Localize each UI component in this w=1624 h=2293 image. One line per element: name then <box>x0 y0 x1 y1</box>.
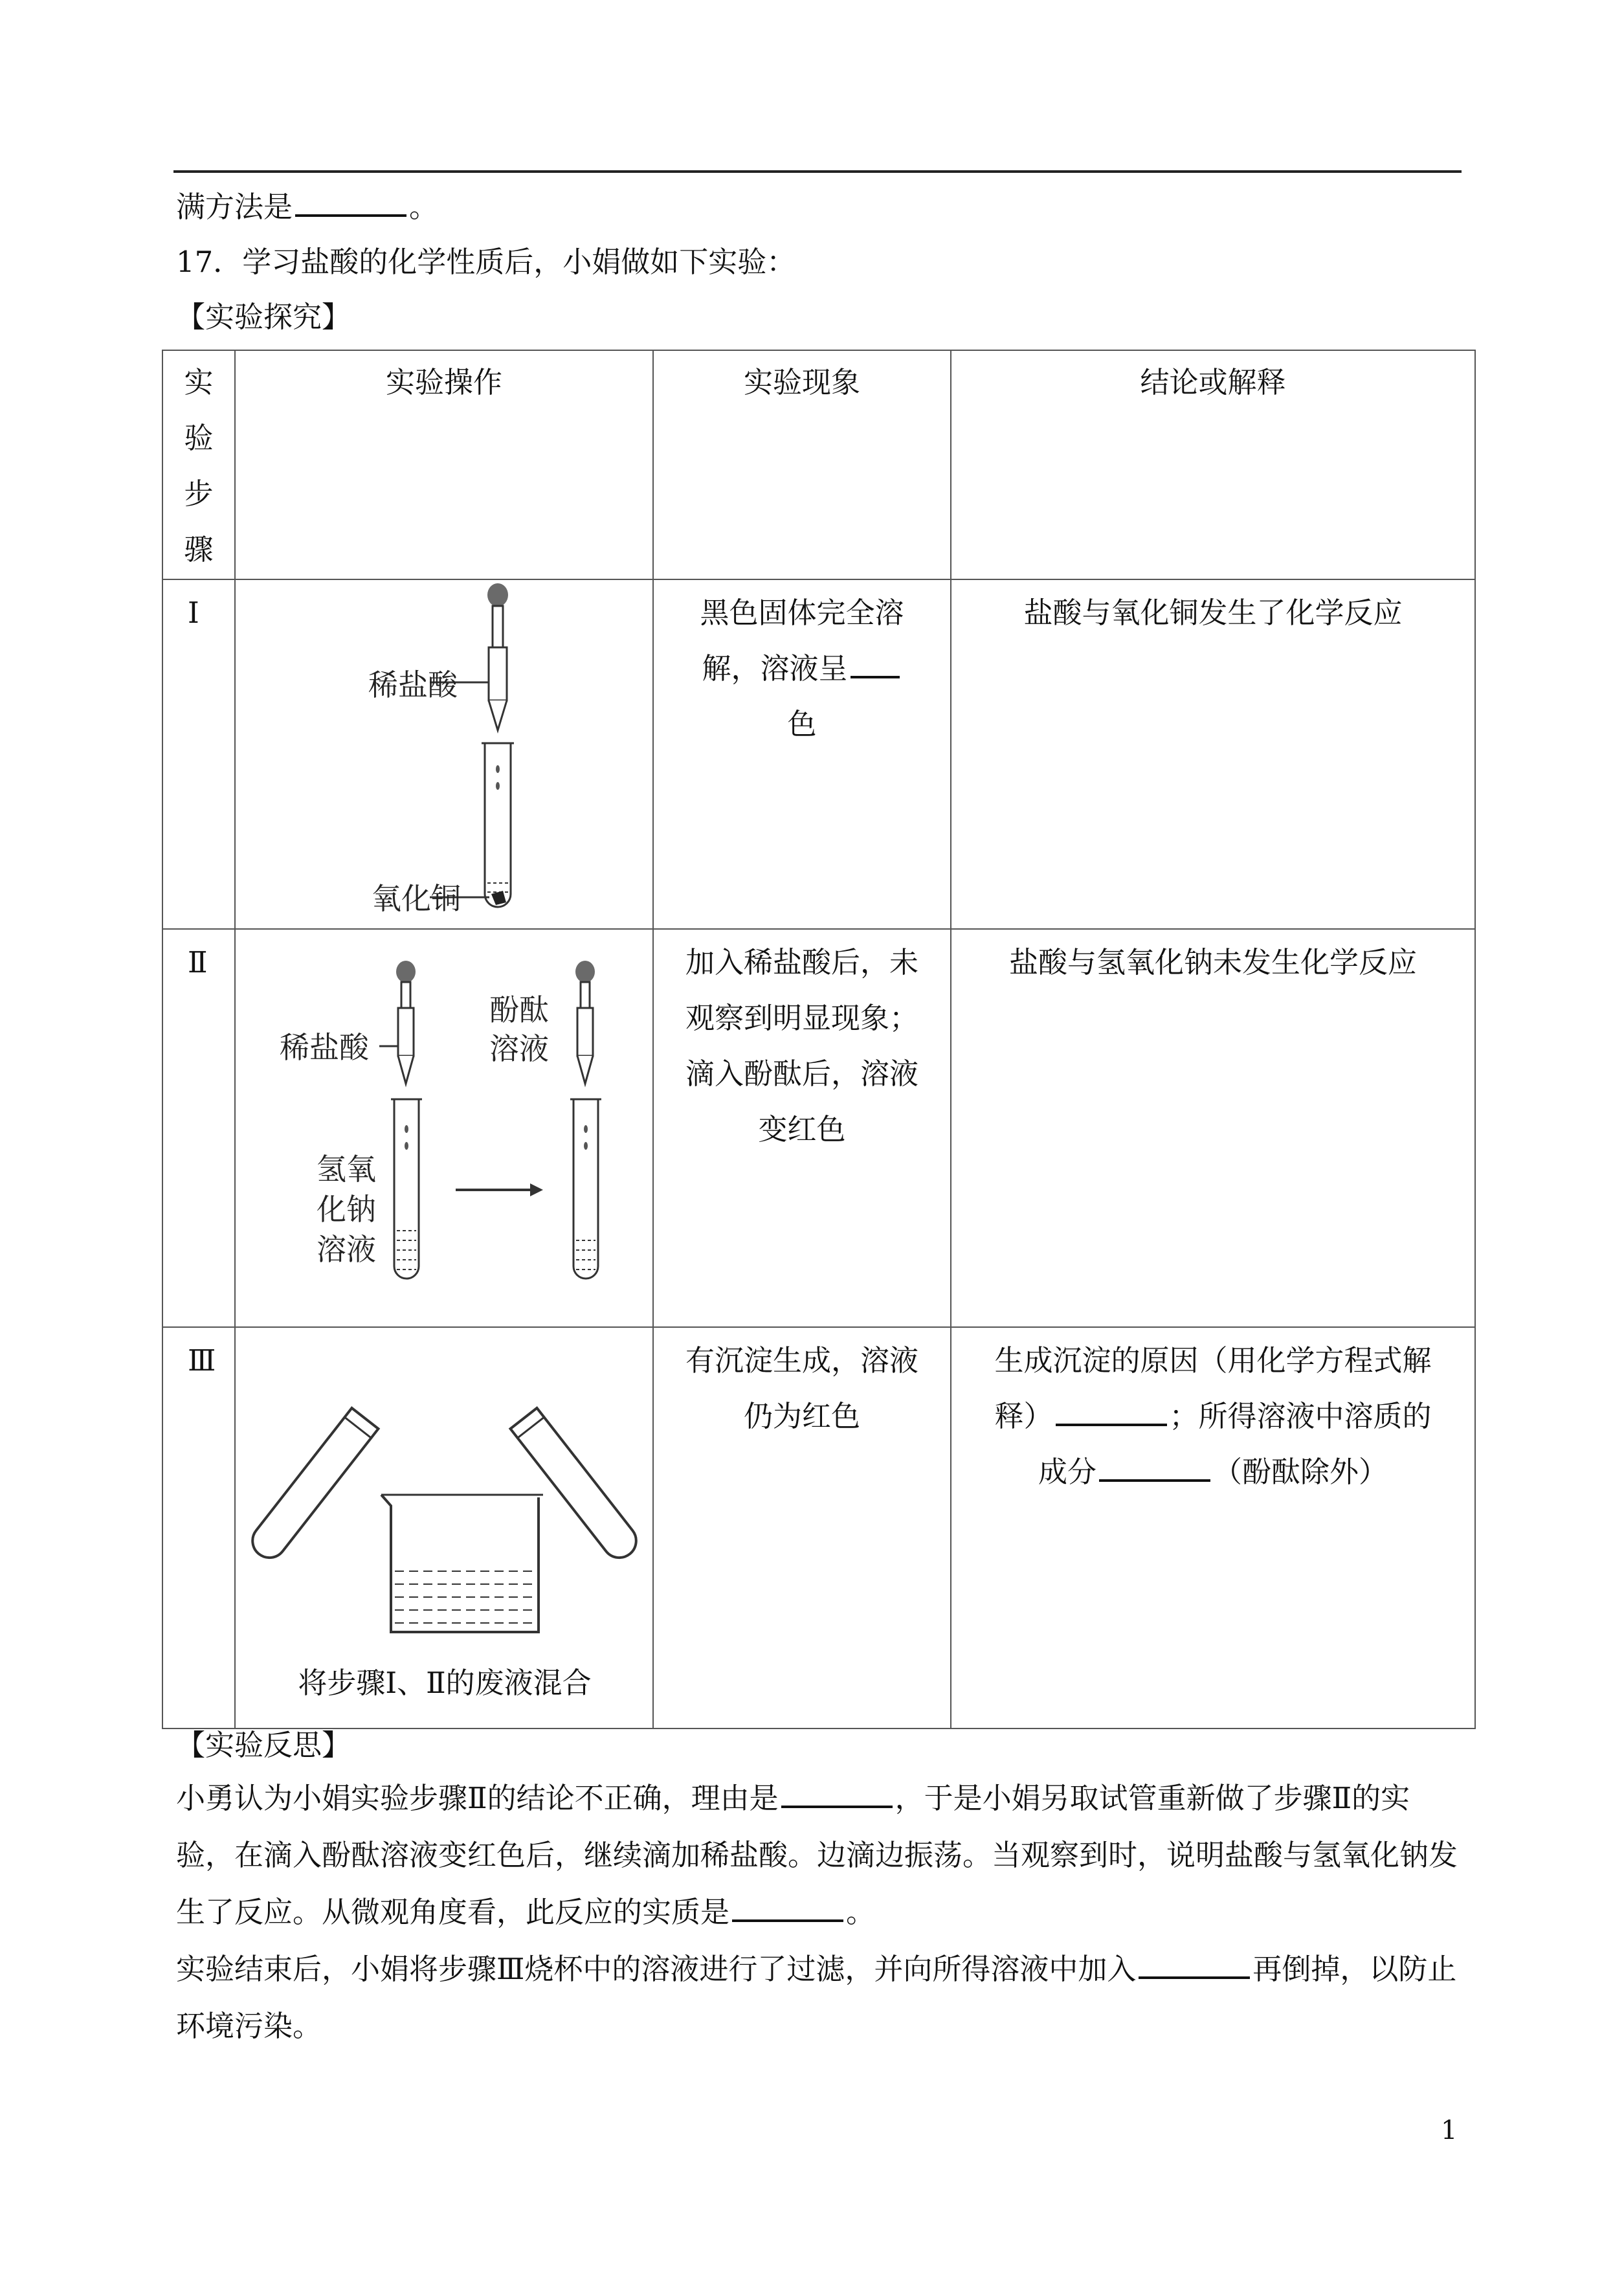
phenomenon-line: 黑色固体完全溶 <box>700 596 904 630</box>
operation-figure-2 <box>235 929 653 1327</box>
table-row <box>162 1327 1475 1728</box>
conclusion-text: 释） <box>994 1399 1053 1433</box>
label-base: 化钠 <box>317 1192 376 1227</box>
header-step-char: 步 <box>184 476 214 511</box>
header-operation: 实验操作 <box>235 350 653 579</box>
phenomenon-line: 仍为红色 <box>743 1399 860 1433</box>
header-rule <box>173 170 1462 173</box>
header-step-char: 实 <box>184 365 214 399</box>
conclusion-text: ；所得溶液中溶质的 <box>1169 1399 1432 1433</box>
neutralization-figure <box>236 930 654 1325</box>
label-base: 溶液 <box>317 1232 376 1267</box>
conclusion-2: 盐酸与氢氧化钠未发生化学反应 <box>951 929 1475 1327</box>
table-row <box>162 579 1475 929</box>
header-step-char: 骤 <box>184 532 214 566</box>
conclusion-text: （酚酞除外） <box>1213 1455 1388 1489</box>
beaker <box>381 1495 539 1632</box>
answer-blank[interactable] <box>295 191 406 217</box>
header-conclusion: 结论或解释 <box>951 350 1475 579</box>
phenomenon-line: 加入稀盐酸后，未 <box>685 945 918 979</box>
mixing-figure <box>236 1328 654 1671</box>
table-header-row <box>162 350 1475 579</box>
dropper-barrel <box>489 647 507 700</box>
conclusion-line <box>951 1389 1474 1444</box>
conclusion-1: 盐酸与氧化铜发生了化学反应 <box>951 579 1475 929</box>
right-test-tube <box>511 1408 643 1565</box>
reflect-text: 小勇认为小娟实验步骤Ⅱ的结论不正确，理由是 <box>176 1781 779 1815</box>
reflect-paragraph-2 <box>176 1941 1464 2055</box>
fragment-suffix: 。 <box>409 190 439 224</box>
phenomenon-2 <box>653 929 951 1327</box>
answer-blank[interactable] <box>732 1896 843 1922</box>
label-base: 氢氧 <box>317 1152 376 1187</box>
question-title: 17．学习盐酸的化学性质后，小娟做如下实验： <box>176 245 796 279</box>
reflect-text: 。 <box>846 1895 876 1929</box>
reflect-text: 实验结束后，小娟将步骤Ⅲ烧杯中的溶液进行了过滤，并向所得溶液中加入 <box>176 1952 1137 1986</box>
label-acid: 稀盐酸 <box>280 1030 369 1065</box>
phenomenon-3 <box>653 1327 951 1728</box>
dropper-bulb <box>487 583 508 607</box>
label-indicator: 酚酞 <box>489 992 549 1027</box>
step-number: Ⅲ <box>162 1327 235 1728</box>
phenomenon-line: 观察到明显现象； <box>685 1001 918 1035</box>
phenomenon-text: 解，溶液呈 <box>702 651 848 686</box>
conclusion-line: 生成沉淀的原因（用化学方程式解 <box>994 1343 1432 1378</box>
reflect-paragraph-1 <box>176 1770 1464 1941</box>
reflect-text: 再倒掉，以防止环境污染。 <box>176 1952 1457 2043</box>
phenomenon-line: 有沉淀生成，溶液 <box>685 1343 918 1378</box>
step-number: Ⅱ <box>162 929 235 1327</box>
conclusion-line <box>951 1444 1474 1500</box>
phenomenon-line <box>665 641 939 697</box>
label-acid: 稀盐酸 <box>368 667 458 702</box>
fragment-text: 满方法是 <box>176 190 293 224</box>
header-phenomenon: 实验现象 <box>653 350 951 579</box>
experiment-table <box>162 350 1476 1729</box>
answer-blank[interactable] <box>1139 1953 1250 1979</box>
phenomenon-line: 色 <box>787 707 817 741</box>
section-reflect: 【实验反思】 <box>176 1728 351 1762</box>
header-step-char: 验 <box>184 421 214 455</box>
answer-blank[interactable] <box>1099 1456 1210 1482</box>
figure-caption: 将步骤Ⅰ、Ⅱ的废液混合 <box>298 1666 592 1700</box>
step-number: Ⅰ <box>162 579 235 929</box>
left-test-tube <box>246 1408 379 1565</box>
reflect-text: ，于是小娟另取试管重新做了步骤Ⅱ的实验，在滴入酚酞溶液变红色后，继续滴加稀盐酸。边滴边振荡。当观察到时，说明盐酸与氢氧化钠发生了反应。从微观角度看，此反应的实质是 <box>176 1781 1458 1929</box>
dropper-testtube-figure <box>236 580 654 927</box>
operation-figure-3 <box>235 1327 653 1728</box>
phenomenon-1 <box>653 579 951 929</box>
section-explore: 【实验探究】 <box>176 300 351 334</box>
answer-blank[interactable] <box>851 653 900 678</box>
header-step <box>162 350 235 579</box>
answer-blank[interactable] <box>781 1782 893 1808</box>
answer-blank[interactable] <box>1056 1400 1167 1426</box>
top-fragment <box>176 188 438 227</box>
phenomenon-line: 变红色 <box>758 1112 846 1146</box>
table-row <box>162 929 1475 1327</box>
dropper-neck <box>493 606 503 647</box>
operation-figure-1 <box>235 579 653 929</box>
label-indicator: 溶液 <box>489 1031 549 1066</box>
conclusion-text: 成分 <box>1038 1455 1096 1489</box>
page-number: 1 <box>1441 2116 1458 2145</box>
conclusion-3 <box>951 1327 1475 1728</box>
label-solid: 氧化铜 <box>372 881 461 916</box>
phenomenon-line: 滴入酚酞后，溶液 <box>685 1057 918 1091</box>
